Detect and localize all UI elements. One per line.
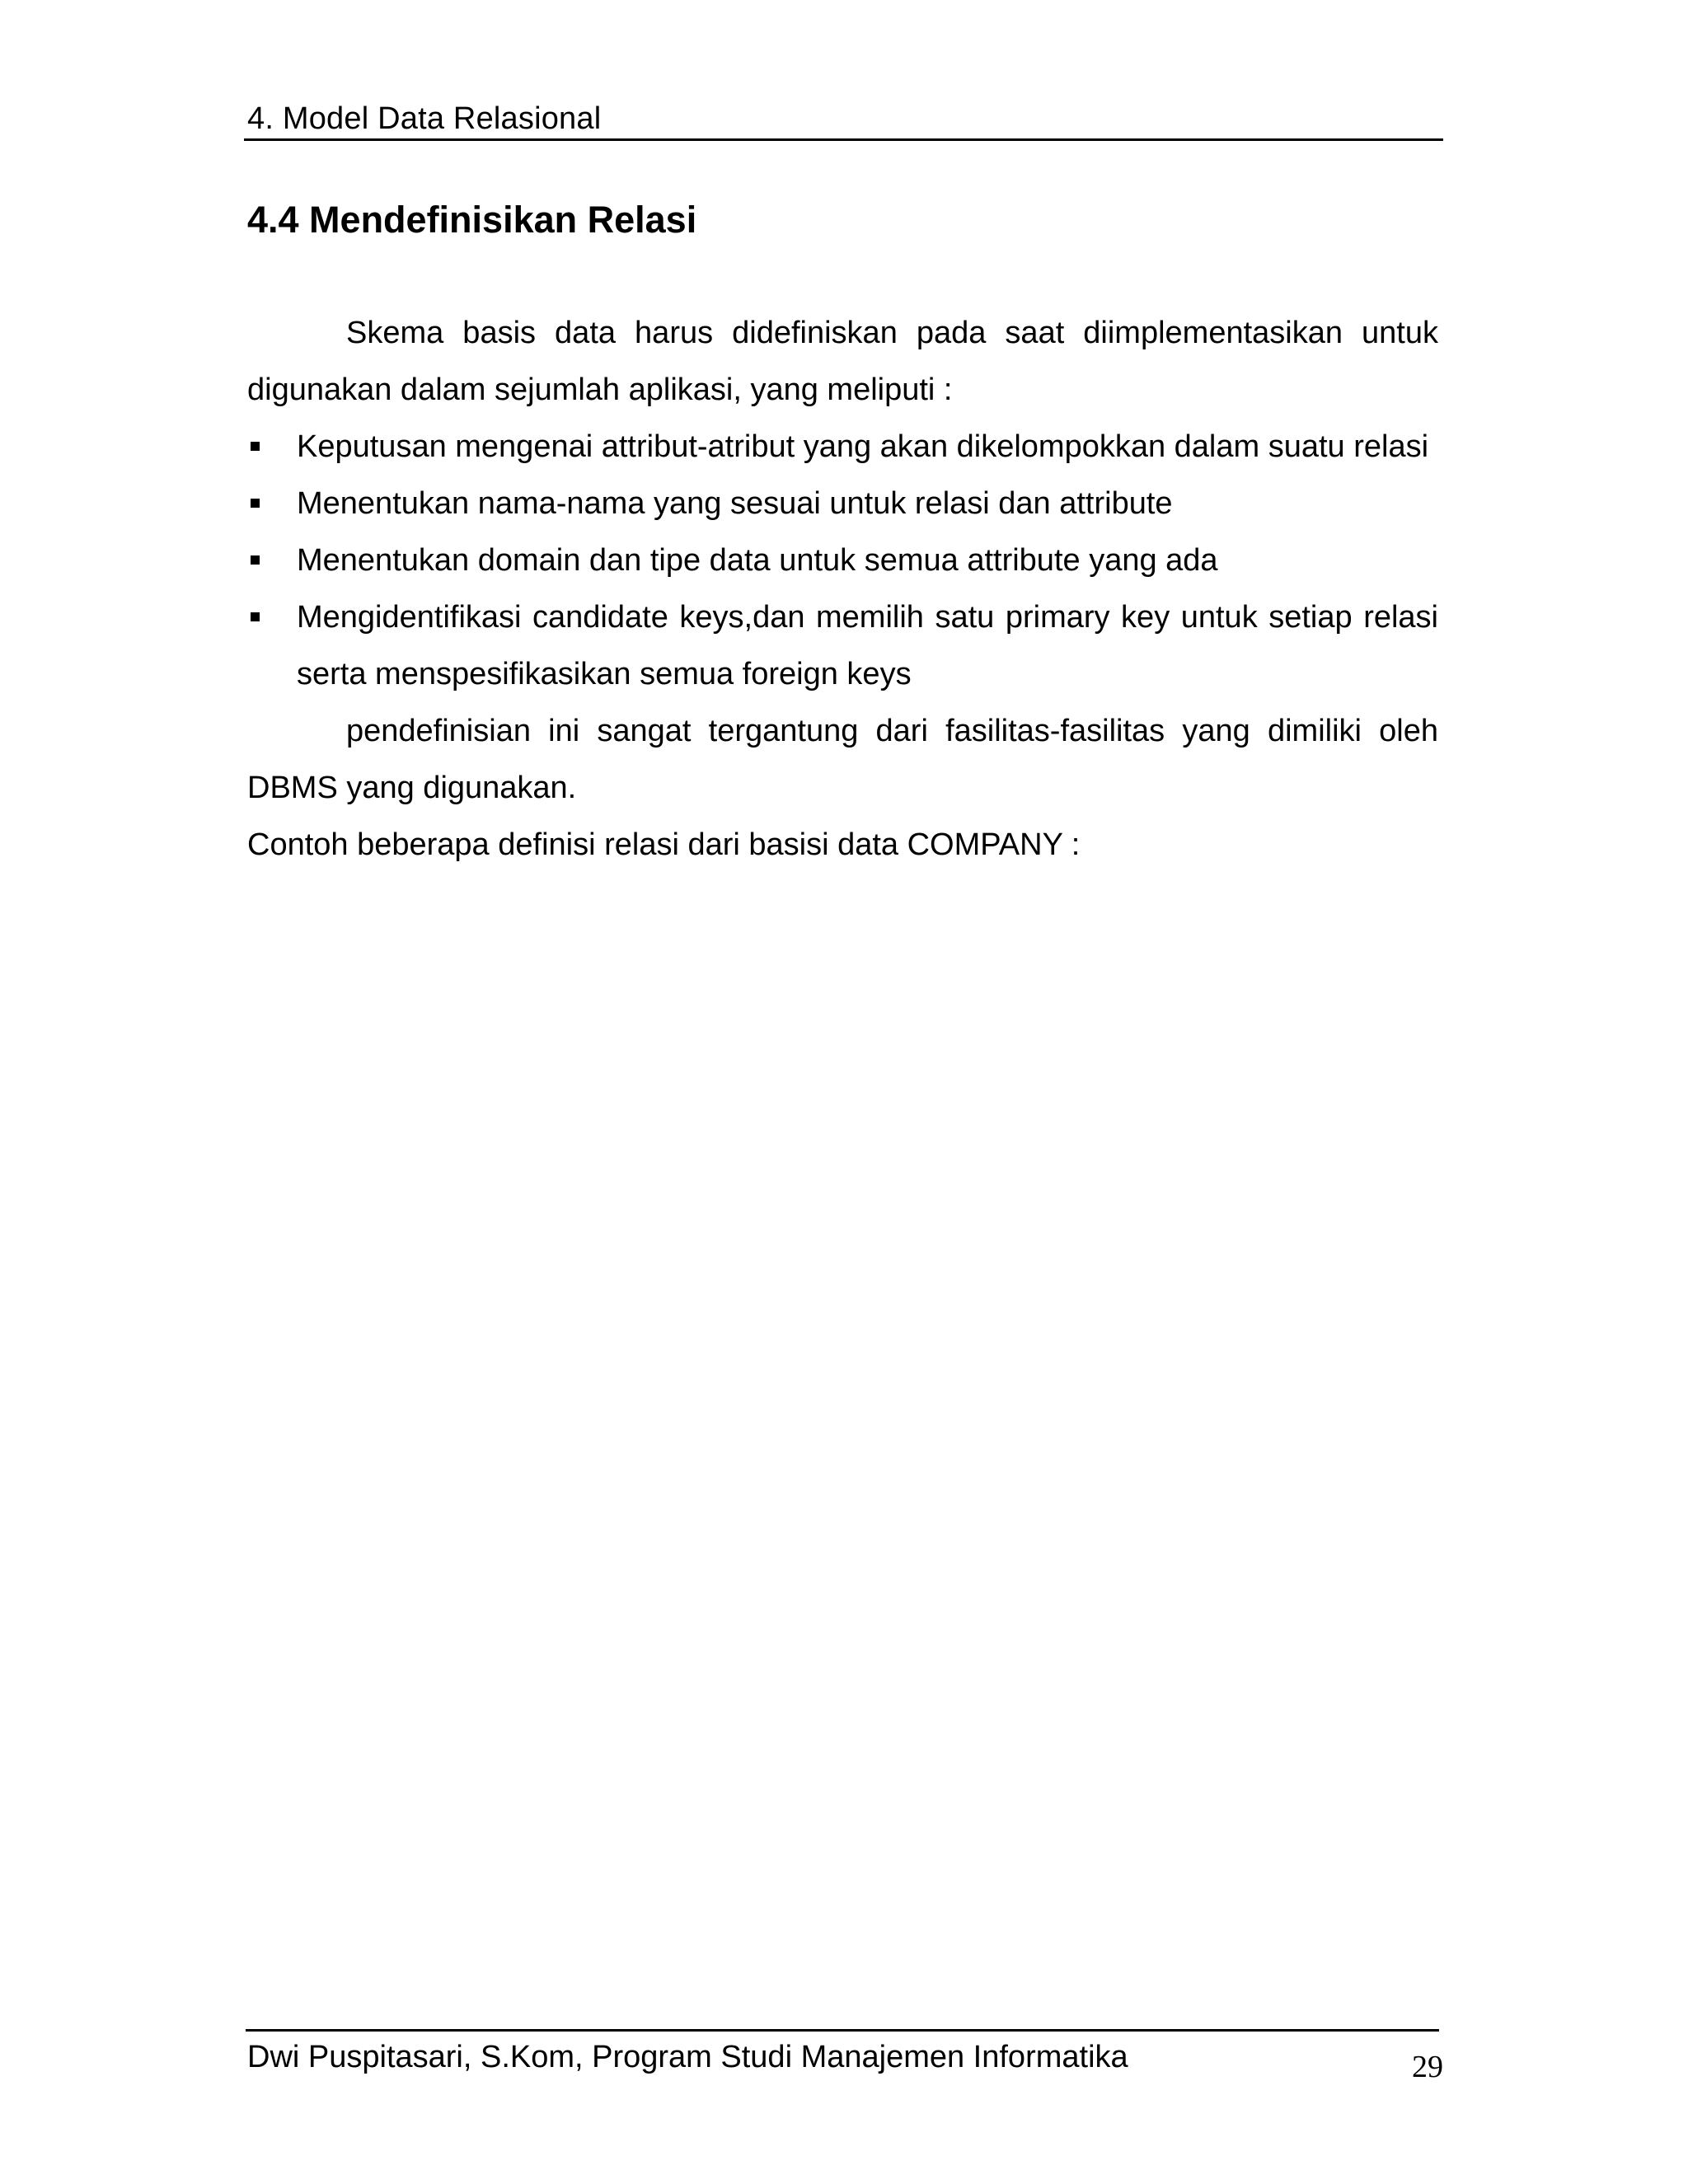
footer-rule [246,2029,1439,2032]
list-item-text: Keputusan mengenai attribut-atribut yang akan dikelompokkan dalam suatu relasi [297,429,1429,464]
list-item [247,419,1438,476]
list-item [247,532,1438,589]
example-intro: Contoh beberapa definisi relasi dari basisi data COMPANY : [247,827,1081,862]
body-text [247,305,1438,874]
list-item [247,589,1438,703]
square-bullet-icon [251,555,260,565]
square-bullet-icon [251,442,260,451]
list-item-text: Menentukan domain dan tipe data untuk semua attribute yang ada [297,543,1218,578]
section-heading: 4.4 Mendefinisikan Relasi [247,199,697,241]
footer-author: Dwi Puspitasari, S.Kom, Program Studi Manajemen Informatika [247,2040,1128,2074]
list-item-text: Mengidentifikasi candidate keys,dan memilih satu primary key untuk setiap relasi serta menspesifikasikan semua foreign keys [297,600,1438,691]
list-item-text: Menentukan nama-nama yang sesuai untuk relasi dan attribute [297,486,1173,521]
page-number: 29 [1412,2050,1443,2084]
note-paragraph: pendefinisian ini sangat tergantung dari fasilitas-fasilitas yang dimiliki oleh DBMS yang digunakan. [247,714,1438,805]
requirements-list [247,419,1438,703]
square-bullet-icon [251,499,260,508]
running-header: 4. Model Data Relasional [247,101,602,136]
header-rule [244,138,1443,141]
intro-paragraph: Skema basis data harus didefiniskan pada saat diimplementasikan untuk digunakan dalam sejumlah aplikasi, yang meliputi : [247,316,1438,407]
list-item [247,476,1438,532]
square-bullet-icon [251,612,260,621]
